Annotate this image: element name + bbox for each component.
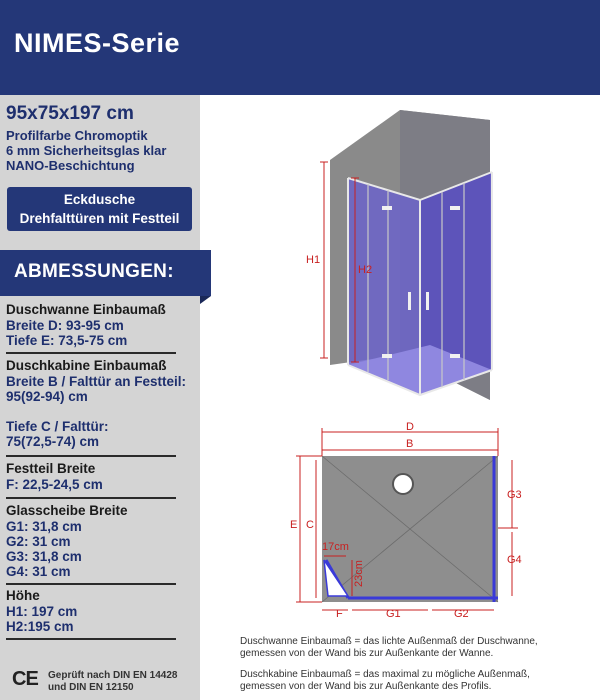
drain-icon	[393, 474, 413, 494]
hinge	[382, 354, 392, 358]
note-cabin-line-2: gemessen von der Wand bis zur Außenkante des Profils.	[240, 681, 492, 692]
label-c: C	[306, 519, 314, 531]
note-cabin-line-1: Duschkabine Einbaumaß = das maximal zu mögliche Außenmaß,	[240, 669, 530, 680]
profile-color: Profilfarbe Chromoptik	[6, 128, 148, 143]
glass-g2: G2: 31 cm	[6, 534, 71, 549]
badge-line-2: Drehfalttüren mit Festteil	[19, 211, 180, 226]
height-h2: H2:195 cm	[6, 619, 74, 634]
ce-mark: CE	[12, 668, 38, 690]
tray-depth: Tiefe E: 73,5-75 cm	[6, 333, 128, 348]
glass-spec: 6 mm Sicherheitsglas klar	[6, 143, 167, 158]
floor-plan-drawing	[288, 420, 520, 620]
divider	[6, 583, 176, 585]
label-e: E	[290, 519, 298, 531]
label-23cm: 23cm	[353, 560, 365, 587]
fixed-panel-heading: Festteil Breite	[6, 461, 96, 476]
fixed-panel-width: F: 22,5-24,5 cm	[6, 477, 103, 492]
label-d: D	[406, 421, 414, 433]
label-f: F	[336, 608, 343, 620]
cabin-width-value: 95(92-94) cm	[6, 389, 88, 404]
note-tray-line-2: gemessen von der Wand bis zur Außenkante der Wanne.	[240, 648, 494, 659]
label-h2: H2	[358, 264, 373, 276]
label-g4: G4	[507, 554, 522, 566]
section-banner	[0, 250, 211, 296]
cabin-heading: Duschkabine Einbaumaß	[6, 358, 167, 373]
note-tray	[240, 636, 590, 660]
tray-width: Breite D: 93-95 cm	[6, 318, 124, 333]
tray-heading: Duschwanne Einbaumaß	[6, 302, 166, 317]
product-type-badge	[7, 187, 192, 231]
shower-3d-illustration	[300, 100, 510, 415]
height-h1: H1: 197 cm	[6, 604, 78, 619]
height-heading: Höhe	[6, 588, 40, 603]
label-g1: G1	[386, 608, 401, 620]
glass-g4: G4: 31 cm	[6, 564, 71, 579]
product-dimensions: 95x75x197 cm	[6, 103, 134, 124]
label-g3: G3	[507, 489, 522, 501]
series-title: NIMES-Serie	[14, 28, 181, 58]
hinge	[450, 206, 460, 210]
certification-text	[48, 670, 177, 694]
label-h1: H1	[306, 254, 321, 266]
cert-line-2: und DIN EN 12150	[48, 682, 134, 693]
hinge	[450, 354, 460, 358]
cabin-depth-value: 75(72,5-74) cm	[6, 434, 100, 449]
label-g2: G2	[454, 608, 469, 620]
divider	[6, 638, 176, 640]
glass-g1: G1: 31,8 cm	[6, 519, 82, 534]
glass-g3: G3: 31,8 cm	[6, 549, 82, 564]
section-title: ABMESSUNGEN:	[14, 261, 174, 282]
cabin-width-label: Breite B / Falttür an Festteil:	[6, 374, 187, 389]
header-bar	[0, 0, 600, 95]
hinge	[382, 206, 392, 210]
glass-heading: Glasscheibe Breite	[6, 503, 128, 518]
note-cabin	[240, 669, 590, 693]
cabin-depth-label: Tiefe C / Falttür:	[6, 419, 109, 434]
door-handle	[426, 292, 429, 310]
door-handle	[408, 292, 411, 310]
divider	[6, 352, 176, 354]
divider	[6, 455, 176, 457]
label-b: B	[406, 438, 414, 450]
label-17cm: 17cm	[322, 541, 349, 553]
divider	[6, 497, 176, 499]
note-tray-line-1: Duschwanne Einbaumaß = das lichte Außenmaß der Duschwanne,	[240, 636, 538, 647]
badge-line-1: Eckdusche	[63, 192, 136, 207]
coating-spec: NANO-Beschichtung	[6, 158, 135, 173]
cert-line-1: Geprüft nach DIN EN 14428	[48, 670, 178, 681]
